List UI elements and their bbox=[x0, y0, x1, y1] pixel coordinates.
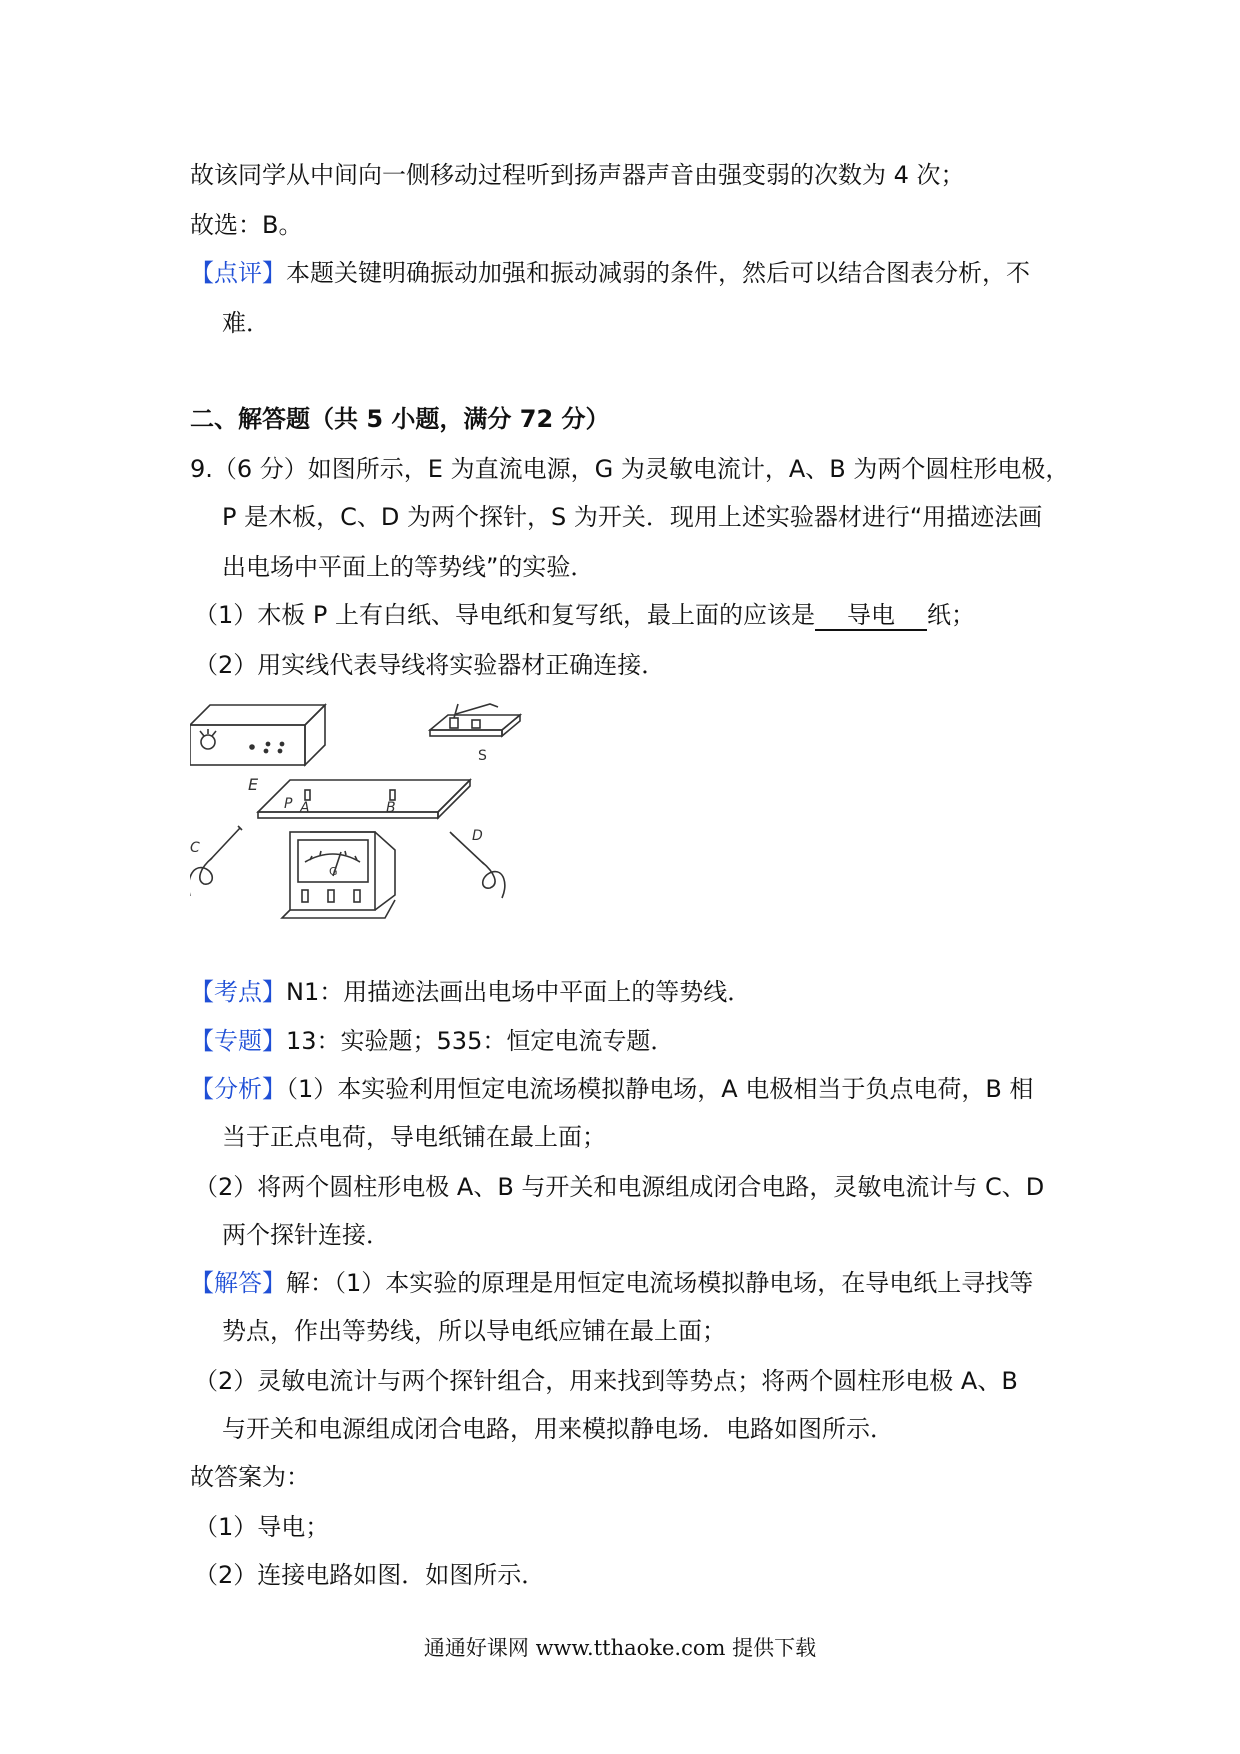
comment-text: 本题关键明确振动加强和振动减弱的条件，然后可以结合图表分析，不 bbox=[286, 259, 1030, 287]
text-line: 难． bbox=[222, 309, 270, 337]
text-line: 与开关和电源组成闭合电路，用来模拟静电场．电路如图所示． bbox=[222, 1415, 894, 1443]
zhuanti-tag: 【专题】 bbox=[190, 1027, 286, 1055]
kaodian-text: N1：用描迹法画出电场中平面上的等势线． bbox=[286, 978, 752, 1006]
probe-c-icon bbox=[190, 826, 242, 896]
kaodian-tag: 【考点】 bbox=[190, 978, 286, 1006]
text-line: 势点，作出等势线，所以导电纸应铺在最上面； bbox=[222, 1317, 726, 1345]
comment-line bbox=[190, 256, 1030, 290]
part-1-suffix: 纸； bbox=[927, 601, 975, 629]
apparatus-figure bbox=[190, 700, 570, 950]
label-b: B bbox=[386, 800, 396, 816]
label-d: D bbox=[472, 828, 483, 844]
jieda-tag: 【解答】 bbox=[190, 1269, 286, 1297]
fenxi-text: （1）本实验利用恒定电流场模拟静电场，A 电极相当于负点电荷，B 相 bbox=[286, 1075, 1034, 1103]
power-supply-icon bbox=[190, 705, 325, 765]
question-part-2: （2）用实线代表导线将实验器材正确连接． bbox=[194, 651, 666, 679]
question-line: P 是木板，C、D 为两个探针，S 为开关．现用上述实验器材进行“用描迹法画 bbox=[222, 503, 1043, 531]
jieda-text: 解：（1）本实验的原理是用恒定电流场模拟静电场，在导电纸上寻找等 bbox=[286, 1269, 1034, 1297]
jieda-line bbox=[190, 1266, 1033, 1300]
text-line: 故该同学从中间向一侧移动过程听到扬声器声音由强变弱的次数为 4 次； bbox=[190, 161, 965, 189]
answer-heading: 故答案为： bbox=[190, 1463, 310, 1491]
fenxi-line bbox=[190, 1072, 1033, 1106]
label-s: S bbox=[478, 748, 487, 764]
label-e: E bbox=[248, 775, 259, 794]
text-line: （2）灵敏电流计与两个探针组合，用来找到等势点；将两个圆柱形电极 A、B bbox=[194, 1367, 1018, 1395]
comment-tag: 【点评】 bbox=[190, 259, 286, 287]
section-heading: 二、解答题（共 5 小题，满分 72 分） bbox=[190, 405, 610, 433]
label-c: C bbox=[190, 840, 200, 856]
label-a: A bbox=[300, 800, 310, 816]
text-line: 当于正点电荷，导电纸铺在最上面； bbox=[222, 1123, 606, 1151]
text-line: 故选：B。 bbox=[190, 211, 303, 239]
answer-line: （2）连接电路如图．如图所示． bbox=[194, 1561, 546, 1589]
switch-icon bbox=[430, 704, 520, 736]
question-line: 出电场中平面上的等势线”的实验． bbox=[222, 553, 595, 581]
kaodian-line bbox=[190, 975, 751, 1009]
question-line: 9.（6 分）如图所示，E 为直流电源，G 为灵敏电流计，A、B 为两个圆柱形电极， bbox=[190, 455, 1070, 483]
answer-line: （1）导电； bbox=[194, 1513, 330, 1541]
label-g: G bbox=[329, 865, 338, 878]
label-p: P bbox=[284, 796, 293, 812]
answer-blank: 导电 bbox=[815, 601, 927, 631]
question-part-1 bbox=[194, 598, 975, 632]
text-line: （2）将两个圆柱形电极 A、B 与开关和电源组成闭合电路，灵敏电流计与 C、D bbox=[194, 1173, 1045, 1201]
zhuanti-text: 13：实验题；535：恒定电流专题． bbox=[286, 1027, 675, 1055]
page-footer: 通通好课网 www.tthaoke.com 提供下载 bbox=[423, 1636, 817, 1660]
galvanometer-icon bbox=[282, 832, 395, 918]
zhuanti-line bbox=[190, 1024, 674, 1058]
fenxi-tag: 【分析】 bbox=[190, 1075, 286, 1103]
part-1-text: （1）木板 P 上有白纸、导电纸和复写纸，最上面的应该是 bbox=[194, 601, 815, 629]
text-line: 两个探针连接． bbox=[222, 1221, 390, 1249]
